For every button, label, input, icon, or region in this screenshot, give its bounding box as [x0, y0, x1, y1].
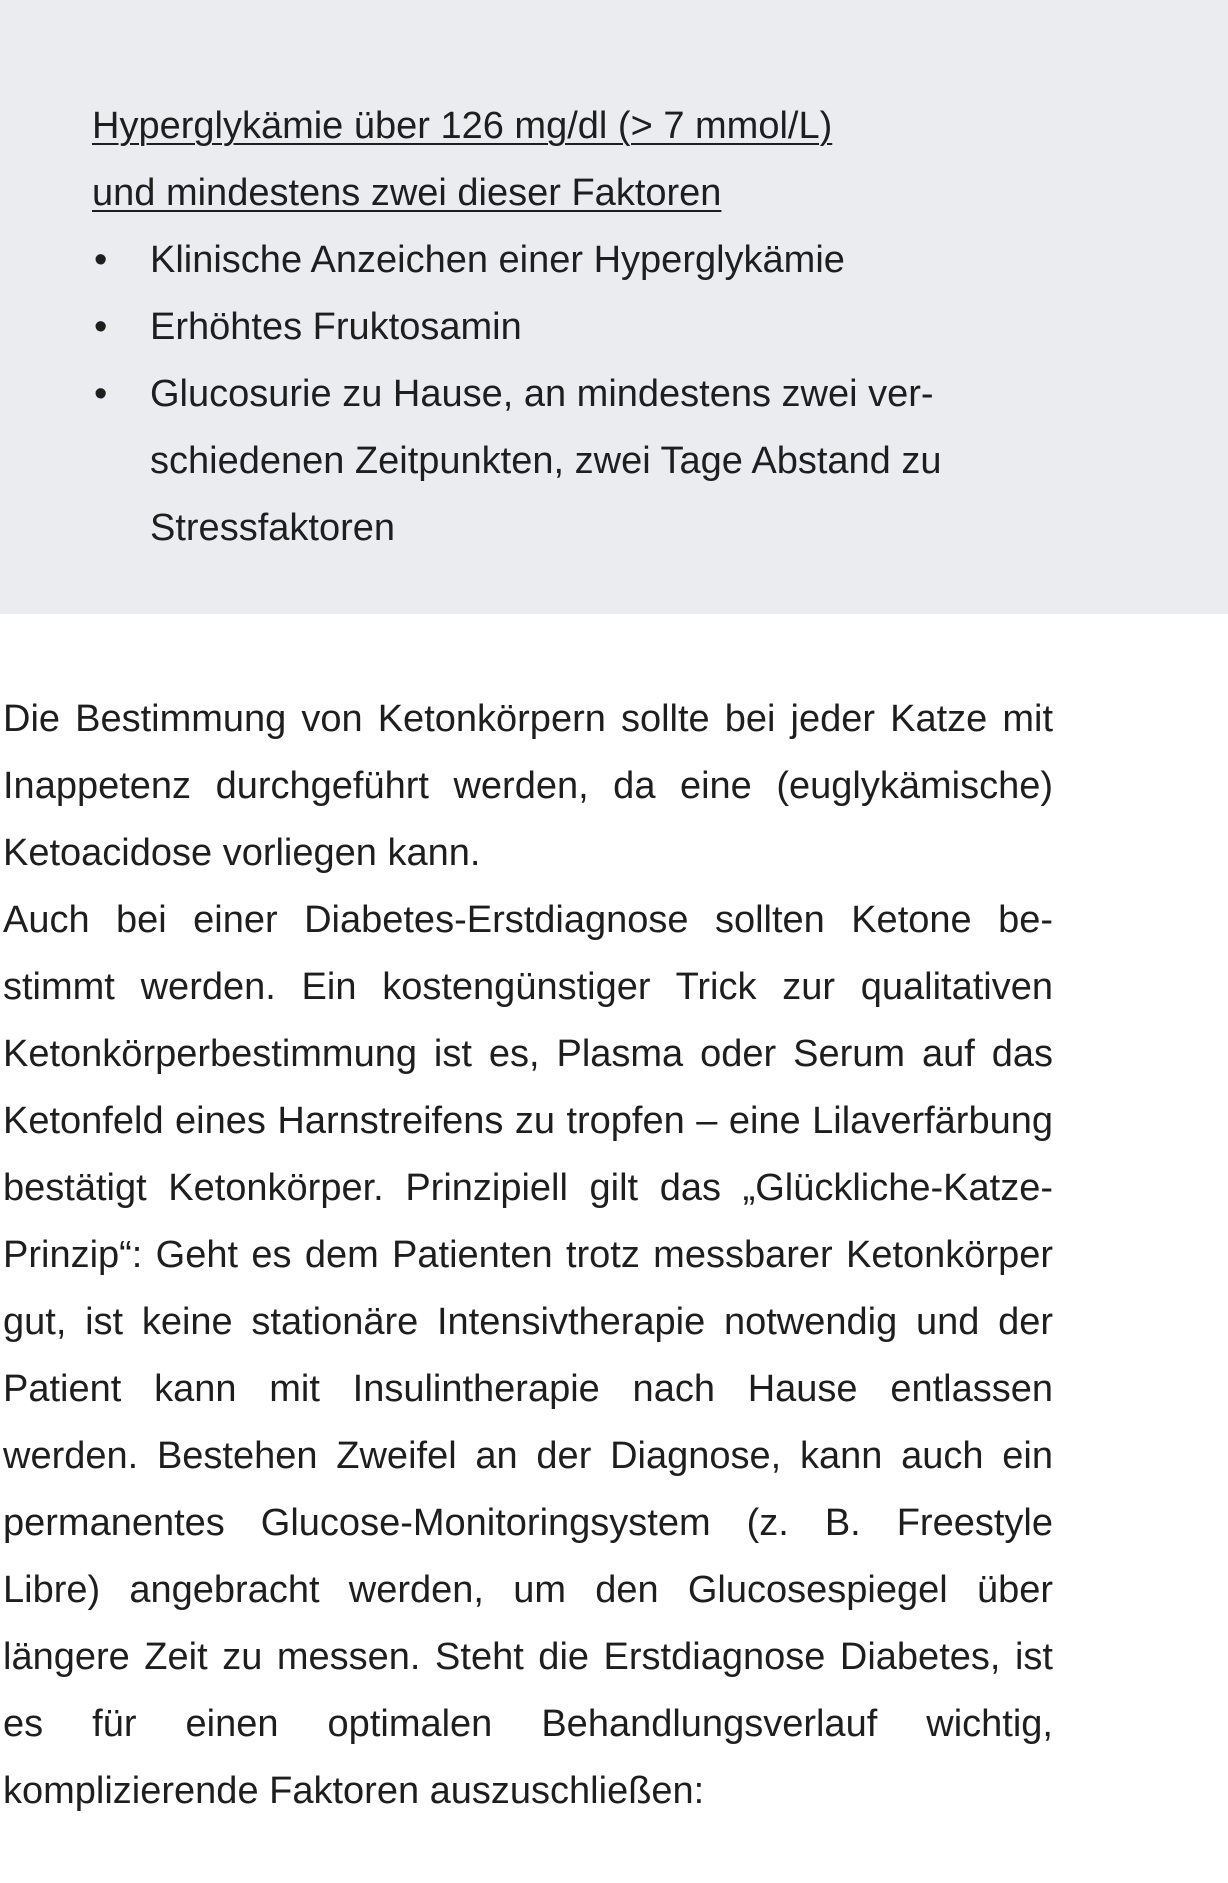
- bullet-icon: •: [94, 239, 108, 281]
- criteria-list: [92, 227, 1228, 562]
- criteria-item-text: Glucosurie zu Hause, an mindestens zwei verschiedenen Zeitpunkten, zwei Tage Abstand zu Stressfaktoren: [150, 373, 942, 549]
- diagnosis-criteria-box: [0, 0, 1228, 614]
- criteria-item-text: Erhöhtes Fruktosamin: [150, 306, 522, 348]
- paragraph-first-diagnosis: Auch bei einer Diabetes-Erstdiagnose sollten Ketone bestimmt werden. Ein kostengünstiger Trick zur qualitativen Ketonkörperbestimmung ist es, Plasma oder Serum auf das Ketonfeld eines Harnstreifens zu tropfen – eine Lilaverfärbung bestätigt Ketonkörper. Prinzipiell gilt das „Glückliche-Katze-Prinzip“: Geht es dem Patienten trotz messbarer Ketonkörper gut, ist keine stationäre Intensivtherapie notwendig und der Patient kann mit Insulintherapie nach Hause entlassen werden. Bestehen Zweifel an der Diagnose, kann auch ein permanentes Glucose-Monitoringsystem (z. B. Freestyle Libre) angebracht werden, um den Glucosespiegel über längere Zeit zu messen. Steht die Erstdiagnose Diabetes, ist es für einen optimalen Behandlungsverlauf wichtig, komplizierende Faktoren auszuschließen:: [3, 899, 1053, 1812]
- criteria-list-item: [92, 294, 1110, 361]
- paragraph-ketone-testing: Die Bestimmung von Ketonkörpern sollte bei jeder Katze mit Inappetenz durchgeführt werden, da eine (euglykämische) Ketoacidose vorliegen kann.: [3, 698, 1053, 874]
- criteria-lead-line-1: Hyperglykämie über 126 mg/dl (> 7 mmol/L): [92, 105, 833, 147]
- bullet-icon: •: [94, 306, 108, 348]
- criteria-list-item: [92, 361, 1110, 562]
- bullet-icon: •: [94, 373, 108, 415]
- criteria-lead-line-2: und mindestens zwei dieser Faktoren: [92, 172, 722, 214]
- body-text: [3, 686, 1053, 1825]
- criteria-item-text: Klinische Anzeichen einer Hyperglykämie: [150, 239, 845, 281]
- criteria-list-item: [92, 227, 1110, 294]
